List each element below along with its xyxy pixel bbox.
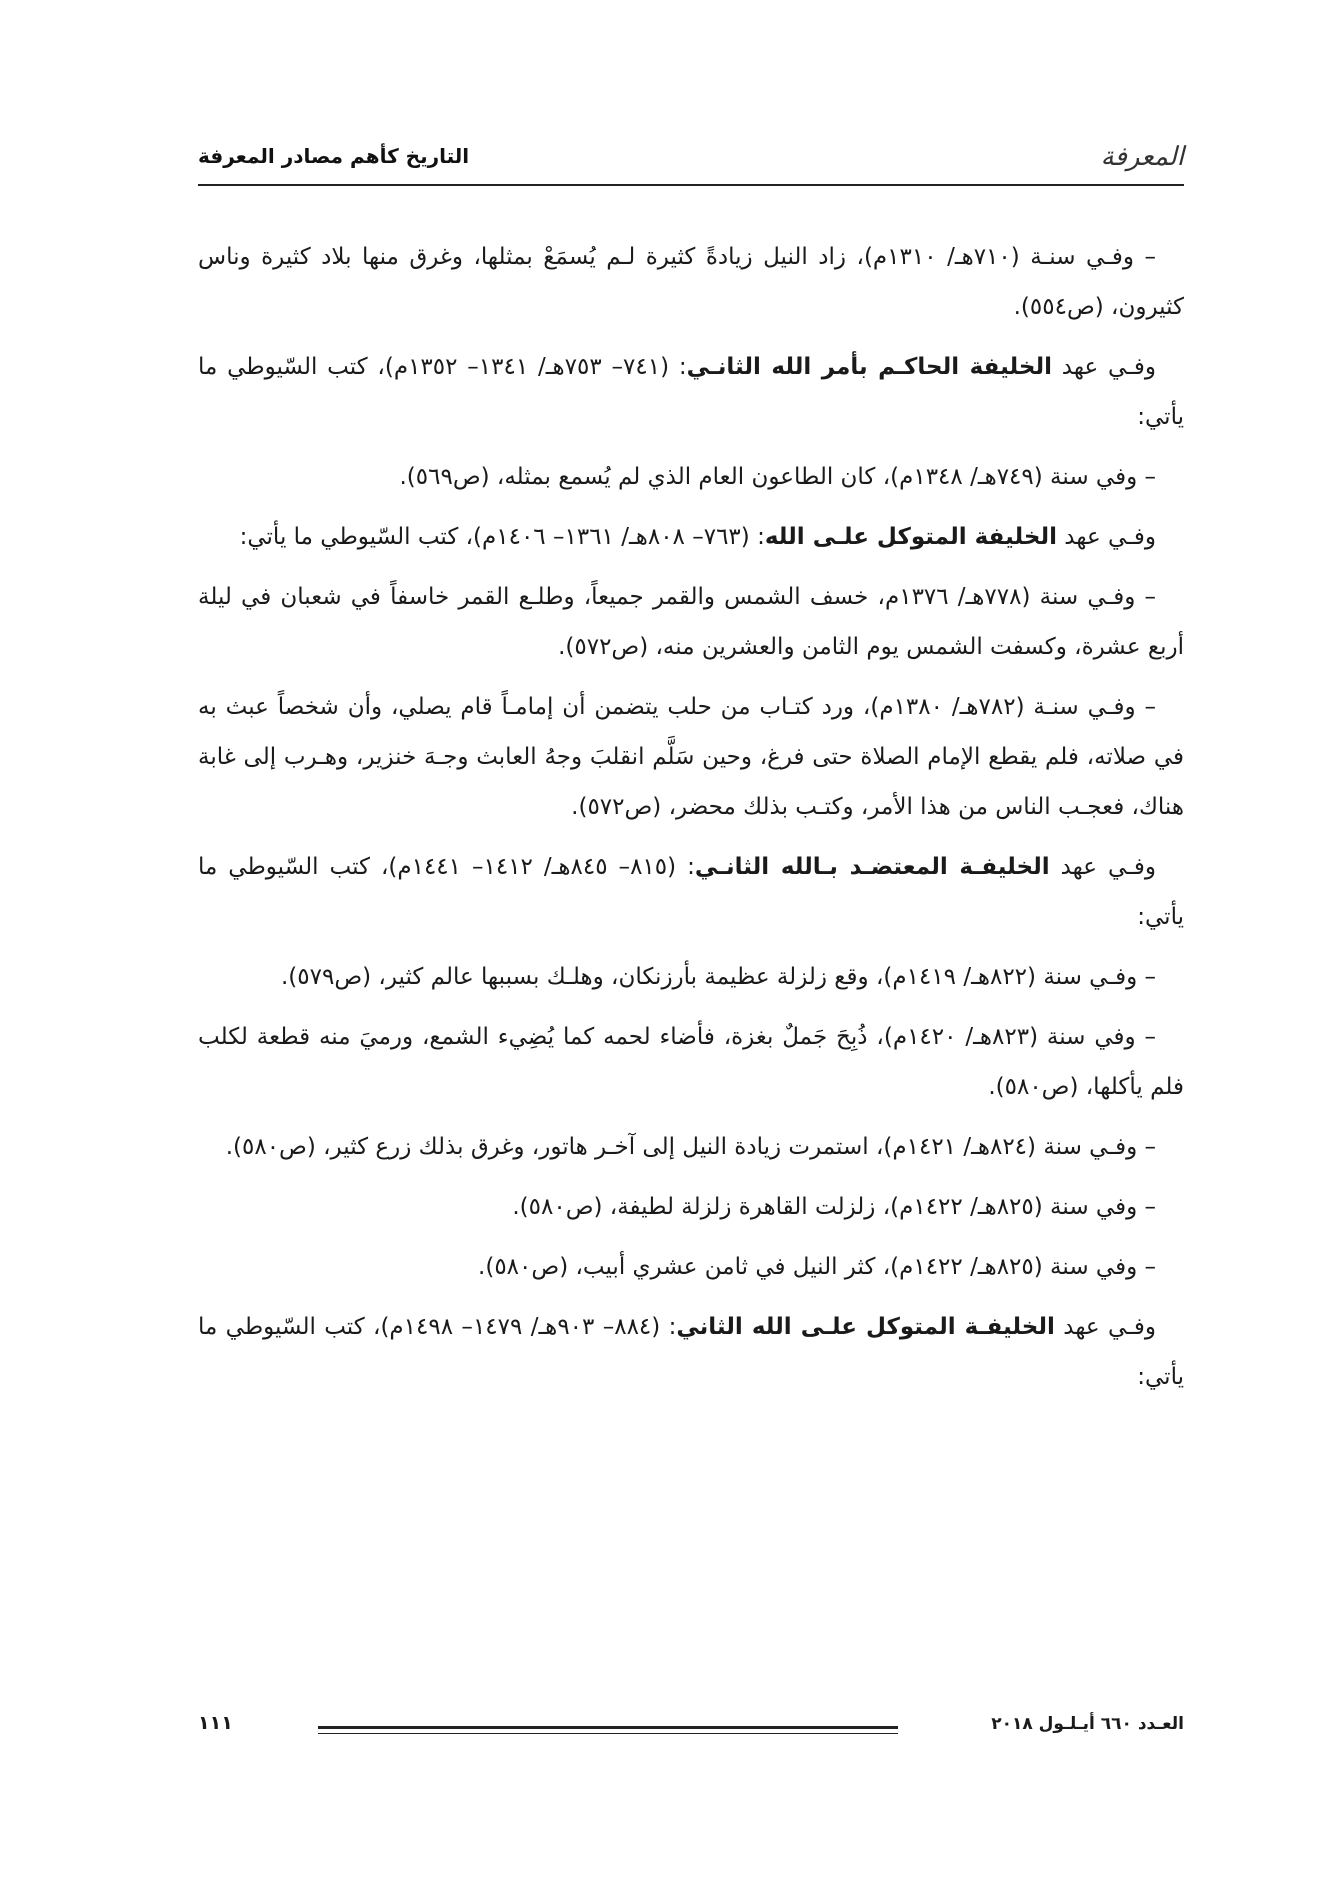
article-body (198, 232, 1184, 1412)
footer-divider (318, 1726, 898, 1734)
section-lead: وفـي عهد (1051, 354, 1156, 380)
running-title: التاريخ كأهم مصادر المعرفة (198, 144, 470, 168)
caliph-name: الخليفـة المعتضـد بـالله الثانـي (694, 854, 1050, 880)
page-header (198, 132, 1184, 188)
paragraph-item: – وفي سنة (٧٤٩هـ/ ١٣٤٨م)، كان الطاعون العام الذي لم يُسمع بمثله، (ص٥٦٩). (399, 464, 1156, 490)
section-lead: وفـي عهد (1049, 854, 1156, 880)
paragraph-item: – وفي سنة (٨٢٥هـ/ ١٤٢٢م)، زلزلت القاهرة زلزلة لطيفة، (ص٥٨٠). (512, 1194, 1156, 1220)
section-dates: : (٨٨٤– ٩٠٣هـ/ ١٤٧٩– ١٤٩٨م)، كتب السّيوطي ما يأتي: (198, 1314, 1184, 1390)
magazine-logo: المعرفة (1100, 142, 1184, 172)
caliph-name: الخليفـة المتوكل علـى الله الثاني (676, 1314, 1055, 1340)
page-footer (198, 1710, 1184, 1750)
paragraph-section (198, 512, 1184, 562)
issue-label: العـدد ٦٦٠ أيـلـول ٢٠١٨ (991, 1714, 1184, 1734)
paragraph-item: – وفـي سنة (٧٧٨هـ/ ١٣٧٦م، خسف الشمس والقمر جميعاً، وطلـع القمر خاسفاً في شعبان في ليلة أربع عشرة، وكسفت الشمس يوم الثامن والعشرين منه، (ص٥٧٢). (198, 584, 1184, 660)
paragraph-item: – وفـي سنـة (٧١٠هـ/ ١٣١٠م)، زاد النيل زيادةً كثيرة لـم يُسمَعْ بمثلها، وغرق منها بلاد كثيرة وناس كثيرون، (ص٥٥٤). (198, 244, 1184, 320)
paragraph-item: – وفي سنة (٨٢٣هـ/ ١٤٢٠م)، ذُبِحَ جَملٌ بغزة، فأضاء لحمه كما يُضِيء الشمع، ورميَ منه قطعة لكلب فلم يأكلها، (ص٥٨٠). (198, 1024, 1184, 1100)
caliph-name: الخليفة المتوكل علـى الله (764, 524, 1057, 550)
paragraph-item: – وفـي سنة (٨٢٢هـ/ ١٤١٩م)، وقع زلزلة عظيمة بأرزنكان، وهلـك بسببها عالم كثير، (ص٥٧٩). (280, 964, 1156, 990)
section-dates: : (٧٤١– ٧٥٣هـ/ ١٣٤١– ١٣٥٢م)، كتب السّيوطي ما يأتي: (198, 354, 1184, 430)
paragraph-section (198, 342, 1184, 442)
paragraph-item: – وفـي سنـة (٧٨٢هـ/ ١٣٨٠م)، ورد كتـاب من حلب يتضمن أن إمامـاً قام يصلي، وأن شخصاً عبث به في صلاته، فلم يقطع الإمام الصلاة حتى فرغ، وحين سَلَّم انقلبَ وجهُ العابث وجـهَ خنزير، وهـرب إلى غابة هناك، فعجـب الناس من هذا الأمر، وكتـب بذلك محضر، (ص٥٧٢). (198, 694, 1184, 820)
paragraph-item: – وفـي سنة (٨٢٤هـ/ ١٤٢١م)، استمرت زيادة النيل إلى آخـر هاتور، وغرق بذلك زرع كثير، (ص٥٨٠). (225, 1134, 1156, 1160)
header-divider (198, 184, 1184, 186)
page-number: ١١١ (198, 1712, 233, 1734)
paragraph-section (198, 1302, 1184, 1402)
section-lead: وفـي عهد (1054, 1314, 1156, 1340)
section-dates: : (٧٦٣– ٨٠٨هـ/ ١٣٦١– ١٤٠٦م)، كتب السّيوطي ما يأتي: (239, 524, 765, 550)
caliph-name: الخليفة الحاكـم بأمر الله الثانـي (686, 354, 1052, 380)
paragraph-item: – وفي سنة (٨٢٥هـ/ ١٤٢٢م)، كثر النيل في ثامن عشري أبيب، (ص٥٨٠). (478, 1254, 1156, 1280)
section-lead: وفـي عهد (1056, 524, 1156, 550)
section-dates: : (٨١٥– ٨٤٥هـ/ ١٤١٢– ١٤٤١م)، كتب السّيوطي ما يأتي: (198, 854, 1184, 930)
paragraph-section (198, 842, 1184, 942)
